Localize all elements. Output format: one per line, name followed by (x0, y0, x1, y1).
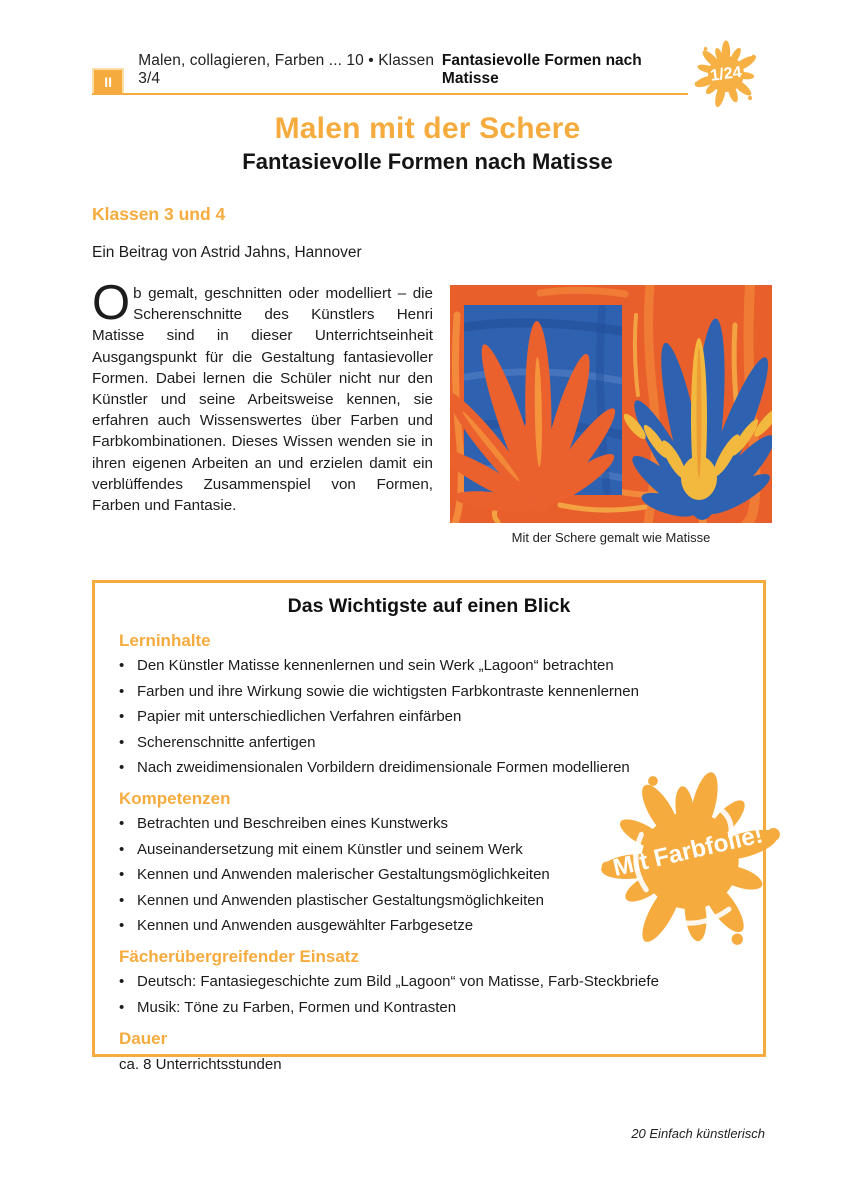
bullet-list-lerninhalte (119, 658, 739, 776)
bullet-icon: • (119, 866, 125, 883)
list-item-text: Den Künstler Matisse kennenlernen und sein Werk „Lagoon“ betrachten (137, 657, 614, 674)
sticker-label: Mit Farbfolie! (610, 821, 766, 882)
bullet-icon: • (119, 917, 125, 934)
list-item-text: Papier mit unterschiedlichen Verfahren einfärben (137, 708, 462, 725)
list-item (119, 1000, 739, 1016)
bullet-list-faecheruebergreifend (119, 974, 739, 1016)
bullet-icon: • (119, 998, 125, 1016)
bullet-icon: • (119, 891, 125, 909)
bullet-icon: • (119, 657, 125, 674)
list-item-text: Nach zweidimensionalen Vorbildern dreidimensionale Formen modellieren (137, 759, 630, 776)
bullet-icon: • (119, 815, 125, 832)
page-ref: 1/24 (709, 62, 743, 85)
page-subtitle: Fantasievolle Formen nach Matisse (242, 149, 613, 174)
matisse-artwork (450, 285, 772, 523)
figure-caption: Mit der Schere gemalt wie Matisse (511, 530, 711, 545)
section-heading-kompetenzen: Kompetenzen (119, 789, 231, 808)
bullet-icon: • (119, 708, 125, 725)
list-item-text: Deutsch: Fantasiegeschichte zum Bild „Lagoon“ von Matisse, Farb-Steckbriefe (137, 973, 659, 990)
header-topic: Fantasievolle Formen nach Matisse (441, 52, 642, 87)
grade-heading: Klassen 3 und 4 (92, 204, 226, 224)
bullet-icon: • (119, 973, 125, 990)
list-item-text: Betrachten und Beschreiben eines Kunstwerks (137, 815, 449, 832)
artwork-figure (450, 285, 772, 545)
duration-text: ca. 8 Unterrichtsstunden (119, 1055, 282, 1073)
page-title: Malen mit der Schere (274, 112, 581, 145)
intro-paragraph (92, 276, 433, 516)
series-title: Malen, collagieren, Farben ... 10 • Klassen 3/4 (138, 52, 435, 87)
intro-text: b gemalt, geschnitten oder modelliert – die Scherenschnitte des Künstlers Henri Matisse sind in dieser Unterrichtseinheit Ausgangspunkt für die Gestaltung fantasievoller Formen. Dabei lernen die Schüler nicht nur den Künstler und seine Arbeitsweise kennen, sie erfahren auch Wissenswertes über Farben und Farbkombinationen. Dieses Wissen wenden sie in ihren eigenen Arbeiten an und erzielen damit ein verblüffendes Zusammenspiel von Formen, Farben und Fantasie. (92, 285, 433, 515)
list-item (119, 658, 739, 674)
list-item (119, 735, 739, 751)
list-item-text: Kennen und Anwenden malerischer Gestaltungsmöglichkeiten (137, 866, 550, 883)
list-item-text: Kennen und Anwenden plastischer Gestaltungsmöglichkeiten (137, 891, 544, 909)
bullet-icon: • (119, 733, 125, 751)
section-heading-lerninhalte: Lerninhalte (119, 631, 211, 650)
page-ref-splat-icon (688, 38, 764, 115)
overview-title: Das Wichtigste auf einen Blick (287, 595, 571, 617)
list-item (119, 974, 739, 990)
bullet-icon: • (119, 759, 125, 776)
farbfolie-splat-icon (585, 768, 795, 953)
list-item-text: Auseinandersetzung mit einem Künstler und seinem Werk (137, 840, 523, 858)
section-heading-faecheruebergreifend: Fächerübergreifender Einsatz (119, 947, 359, 966)
list-item-text: Farben und ihre Wirkung sowie die wichtigsten Farbkontraste kennenlernen (137, 682, 639, 700)
list-item-text: Scherenschnitte anfertigen (137, 733, 316, 751)
unit-badge: II (92, 68, 124, 93)
author-byline: Ein Beitrag von Astrid Jahns, Hannover (92, 244, 362, 261)
list-item-text: Musik: Töne zu Farben, Formen und Kontrasten (137, 998, 457, 1016)
list-item-text: Kennen und Anwenden ausgewählter Farbgesetze (137, 917, 474, 934)
section-heading-dauer: Dauer (119, 1028, 168, 1048)
bullet-icon: • (119, 682, 125, 700)
list-item (119, 709, 739, 725)
list-item (119, 684, 739, 700)
page-footer: 20 Einfach künstlerisch (631, 1126, 765, 1141)
page-header (92, 52, 688, 95)
bullet-icon: • (119, 840, 125, 858)
drop-cap: O (92, 276, 130, 330)
